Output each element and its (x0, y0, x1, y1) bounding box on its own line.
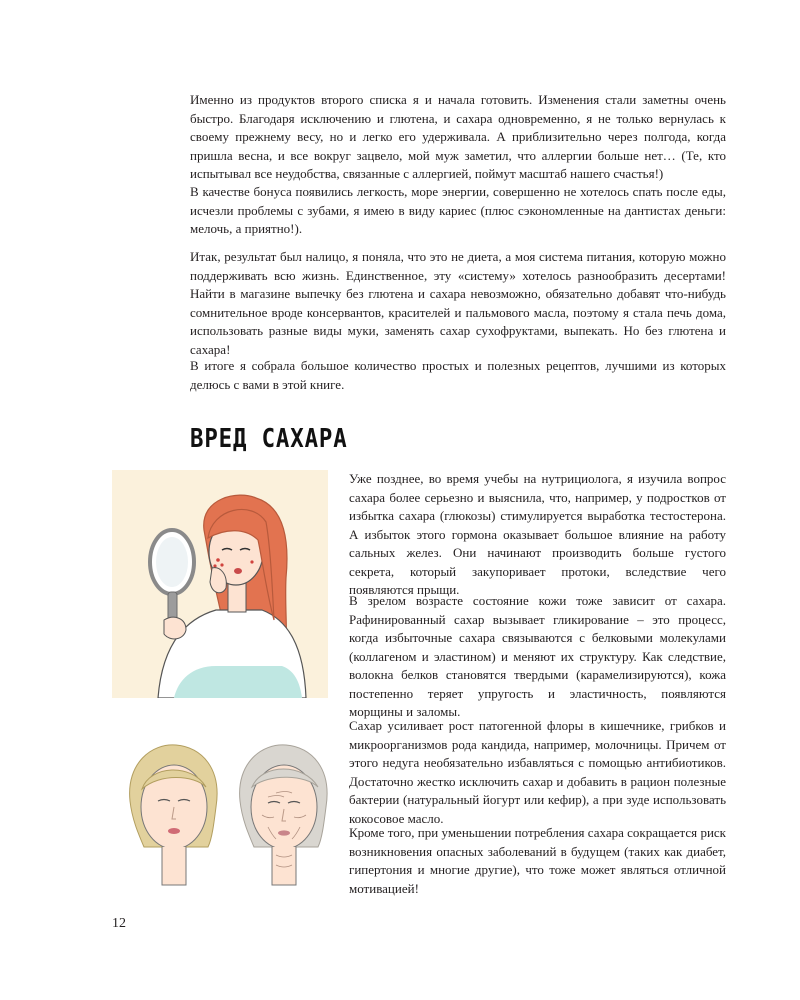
young-and-old-face-illustration (112, 735, 328, 887)
paragraph-bonus: В качестве бонуса появились легкость, море энергии, совершенно не хотелось спать после еды, исчезли проблемы с зубами, я имею в виду кариес (плюс сэкономленные на дантистах деньги: мелочь, а приятно!). (190, 184, 726, 236)
old-face (240, 745, 327, 885)
paragraph-candida: Сахар усиливает рост патогенной флоры в кишечнике, грибков и микроорганизмов рода кандида, например, молочницы. Причем от этого недуга необязательно избавляться с помощью антибиотиков. Достаточно жестко исключить сахар и добавить в рацион полезные бактерии (натуральный йогурт или кефир), а при зуде использовать кокосовое масло. (349, 718, 726, 826)
section-heading: ВРЕД САХАРА (190, 424, 348, 454)
paragraph-recipes-book: В итоге я собрала большое количество простых и полезных рецептов, лучшими из которых делюсь с вами в этой книге. (190, 358, 726, 392)
young-face (130, 745, 217, 885)
paragraph-nutrition-system: Итак, результат был налицо, я поняла, что это не диета, а моя система питания, которую можно поддерживать всю жизнь. Единственное, эту «систему» хотелось разнообразить десертами! Найти в магазине выпечку без глютена и сахара невозможно, обязательно добавят что-нибудь сомнительное вроде консервантов, красителей и пальмового масла, поэтому я стала печь дома, использовать разные виды муки, заменять сахар сухофруктами, выпекать. Но без глютена и сахара! (190, 249, 726, 357)
paragraph-disease-risk: Кроме того, при уменьшении потребления сахара сокращается риск возникновения опасных заболеваний в будущем (таких как диабет, гипертония и многие другие), что тоже может являться отличной мотивацией! (349, 825, 726, 896)
girl-with-mirror-illustration (112, 470, 328, 698)
paragraph-glycation: В зрелом возрасте состояние кожи тоже зависит от сахара. Рафинированный сахар вызывает гликирование – это процесс, когда избыточные сахара связываются с белковыми молекулами (коллагеном и эластином) и меняют их структуру. Как следствие, волокна белков становятся твердыми (карамелизируются), кожа постепенно теряет упругость и эластичность, появляются морщины и заломы. (349, 593, 726, 719)
page-number: 12 (112, 916, 126, 931)
paragraph-teen-acne: Уже позднее, во время учебы на нутрициолога, я изучила вопрос сахара более серьезно и выяснила, что, например, у подростков от избытка сахара (глюкозы) стимулируется выработка тестостерона. А избыток этого гормона оказывает большое влияние на работу сальных желез. Они начинают производить больше густого секрета, который закупоривает протоки, вследствие чего появляются прыщи. (349, 471, 726, 597)
paragraph-diet-results: Именно из продуктов второго списка я и начала готовить. Изменения стали заметны очень быстро. Благодаря исключению и глютена, и сахара одновременно, я не только вернулась к своему прежнему весу, но и легко его удерживала. А приблизительно через полгода, когда пришла весна, и все вокруг зацвело, мой муж заметил, что аллергии больше нет… (Те, кто испытывал все неудобства, связанные с аллергией, поймут масштаб нашего счастья!) (190, 92, 726, 181)
